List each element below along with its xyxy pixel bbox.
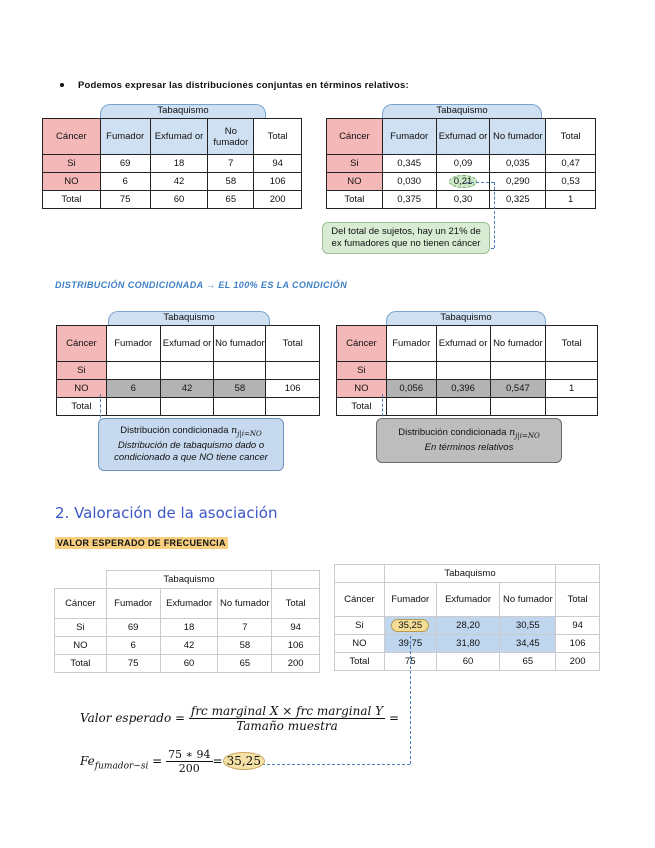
header-fumador: Fumador [106,589,160,619]
header-nofumador: No fumador [218,589,272,619]
cell: 0,53 [546,173,596,191]
section-heading: 2. Valoración de la asociación [55,504,278,522]
row-label: Si [327,155,383,173]
connector-line [242,764,410,765]
conditional-heading: DISTRIBUCIÓN CONDICIONADA → EL 100% ES LA CONDICIÓN [55,280,348,290]
tabaquismo-band-4: Tabaquismo [386,311,546,326]
tabaquismo-band-2: Tabaquismo [382,104,542,119]
cell [106,398,160,416]
cell [546,398,598,416]
cell [386,362,436,380]
header-fumador: Fumador [106,326,160,362]
cell [386,398,436,416]
tabaquismo-band-3: Tabaquismo [108,311,270,326]
cell: 0,09 [436,155,490,173]
intro-bullet [60,80,409,91]
cell: 200 [254,191,302,209]
connector-line [466,182,494,183]
cell: 106 [556,635,600,653]
relative-callout: Del total de sujetos, hay un 21% de ex fumadores que no tienen cáncer [322,222,490,254]
bullet-dot [60,83,64,87]
expected-value-heading: VALOR ESPERADO DE FRECUENCIA [57,538,226,548]
row-label: Total [55,655,107,673]
cell: 28,20 [436,617,500,635]
header-total: Total [546,326,598,362]
cell: 42 [160,380,214,398]
row-label: Total [327,191,383,209]
cell: 75 [100,191,150,209]
cell: 0,035 [490,155,546,173]
header-total: Total [546,119,596,155]
row-label: NO [43,173,101,191]
cell: 18 [160,619,218,637]
cell: 58 [214,380,266,398]
joint-relative-table [326,118,596,209]
cell [106,362,160,380]
row-label: Si [43,155,101,173]
cell: 30,55 [500,617,556,635]
cell: 65 [208,191,254,209]
cell [436,398,490,416]
result-highlight: 35,25 [223,752,265,770]
highlight-circle: 0,21 [449,175,478,188]
cell: 0,325 [490,191,546,209]
observed-table [54,570,320,673]
cell: 0,30 [436,191,490,209]
cell [160,362,214,380]
row-label: Total [57,398,107,416]
cell [160,398,214,416]
cell: 94 [254,155,302,173]
header-fumador: Fumador [386,326,436,362]
cell: 6 [106,380,160,398]
expected-value-formula: Valor esperado = $\frac{\text{frc marginal X × frc marginal Y}}{\text{Tamaño muestra}}$ = [80,704,399,733]
header-tabaquismo: Tabaquismo [384,565,555,583]
cell: 1 [546,380,598,398]
cell: 106 [272,637,320,655]
conditional-relative-callout: Distribución condicionada $n_{j|i=NO}$ En términos relativos [376,418,562,463]
cell: 60 [150,191,208,209]
cell [490,362,546,380]
connector-line [494,182,495,248]
conditional-callout: Distribución condicionada $n_{j|i=NO}$ Distribución de tabaquismo dado o condicionado a que NO tiene cancer [98,418,284,471]
highlight-pill: 35,25 [391,619,429,632]
connector-line [410,636,411,764]
cell: 106 [254,173,302,191]
cell: 7 [208,155,254,173]
cell: 6 [100,173,150,191]
cell: 6 [106,637,160,655]
joint-freq-table [42,118,302,209]
cell: 0,547 [490,380,546,398]
intro-text: Podemos expresar las distribuciones conjuntas en términos relativos: [78,80,409,91]
tabaquismo-band-1: Tabaquismo [100,104,266,119]
row-label: NO [55,637,107,655]
row-label: Si [55,619,107,637]
header-nofumador: No fumador [500,583,556,617]
cell: 75 [384,653,436,671]
cell [266,362,320,380]
cell: 18 [150,155,208,173]
cell: 94 [556,617,600,635]
header-total: Total [272,589,320,619]
cell: 65 [218,655,272,673]
header-cancer: Cáncer [337,326,387,362]
expected-value-example: $Fe_{fumador-si}$ = $\frac{75 ∗ 94}{200}$ = 35,25 [80,748,265,775]
header-total: Total [556,583,600,617]
cell: 0,345 [382,155,436,173]
row-label: NO [327,173,383,191]
cell: 65 [500,653,556,671]
conditional-table [56,325,320,416]
header-exfumador: Exfumad or [436,326,490,362]
cell: 34,45 [500,635,556,653]
cell [436,362,490,380]
row-label: NO [337,380,387,398]
cell: 60 [160,655,218,673]
row-label: Total [335,653,385,671]
header-nofumador: No fumador [490,119,546,155]
row-label: Total [337,398,387,416]
header-nofumador: No fumador [214,326,266,362]
cell: 0,030 [382,173,436,191]
cell [214,362,266,380]
conditional-relative-table [336,325,598,416]
header-exfumador: Exfumad or [150,119,208,155]
cell: 42 [150,173,208,191]
header-tabaquismo: Tabaquismo [106,571,272,589]
header-exfumador: Exfumad or [436,119,490,155]
header-cancer: Cáncer [57,326,107,362]
header-total: Total [254,119,302,155]
row-label: Si [335,617,385,635]
row-label: NO [335,635,385,653]
header-cancer: Cáncer [335,583,385,617]
cell: 0,290 [490,173,546,191]
cell [214,398,266,416]
header-cancer: Cáncer [43,119,101,155]
header-fumador: Fumador [384,583,436,617]
cell: 94 [272,619,320,637]
cell: 75 [106,655,160,673]
header-exfumador: Exfumador [160,589,218,619]
row-label: Total [43,191,101,209]
header-cancer: Cáncer [55,589,107,619]
header-total: Total [266,326,320,362]
cell [266,398,320,416]
cell: 69 [106,619,160,637]
row-label: Si [337,362,387,380]
header-exfumador: Exfumad or [160,326,214,362]
header-exfumador: Exfumador [436,583,500,617]
cell: 200 [556,653,600,671]
cell: 39,75 [384,635,436,653]
cell: 0,47 [546,155,596,173]
cell: 106 [266,380,320,398]
header-fumador: Fumador [100,119,150,155]
cell: 1 [546,191,596,209]
cell: 42 [160,637,218,655]
header-nofumador: No fumador [208,119,254,155]
cell: 58 [208,173,254,191]
cell: 31,80 [436,635,500,653]
row-label: NO [57,380,107,398]
header-nofumador: No fumador [490,326,546,362]
cell-highlighted [384,617,436,635]
cell: 58 [218,637,272,655]
cell: 0,396 [436,380,490,398]
header-fumador: Fumador [382,119,436,155]
cell: 7 [218,619,272,637]
cell: 0,375 [382,191,436,209]
cell [546,362,598,380]
expected-table [334,564,600,671]
cell: 69 [100,155,150,173]
cell: 200 [272,655,320,673]
cell: 0,056 [386,380,436,398]
header-cancer: Cáncer [327,119,383,155]
row-label: Si [57,362,107,380]
cell: 60 [436,653,500,671]
cell [490,398,546,416]
